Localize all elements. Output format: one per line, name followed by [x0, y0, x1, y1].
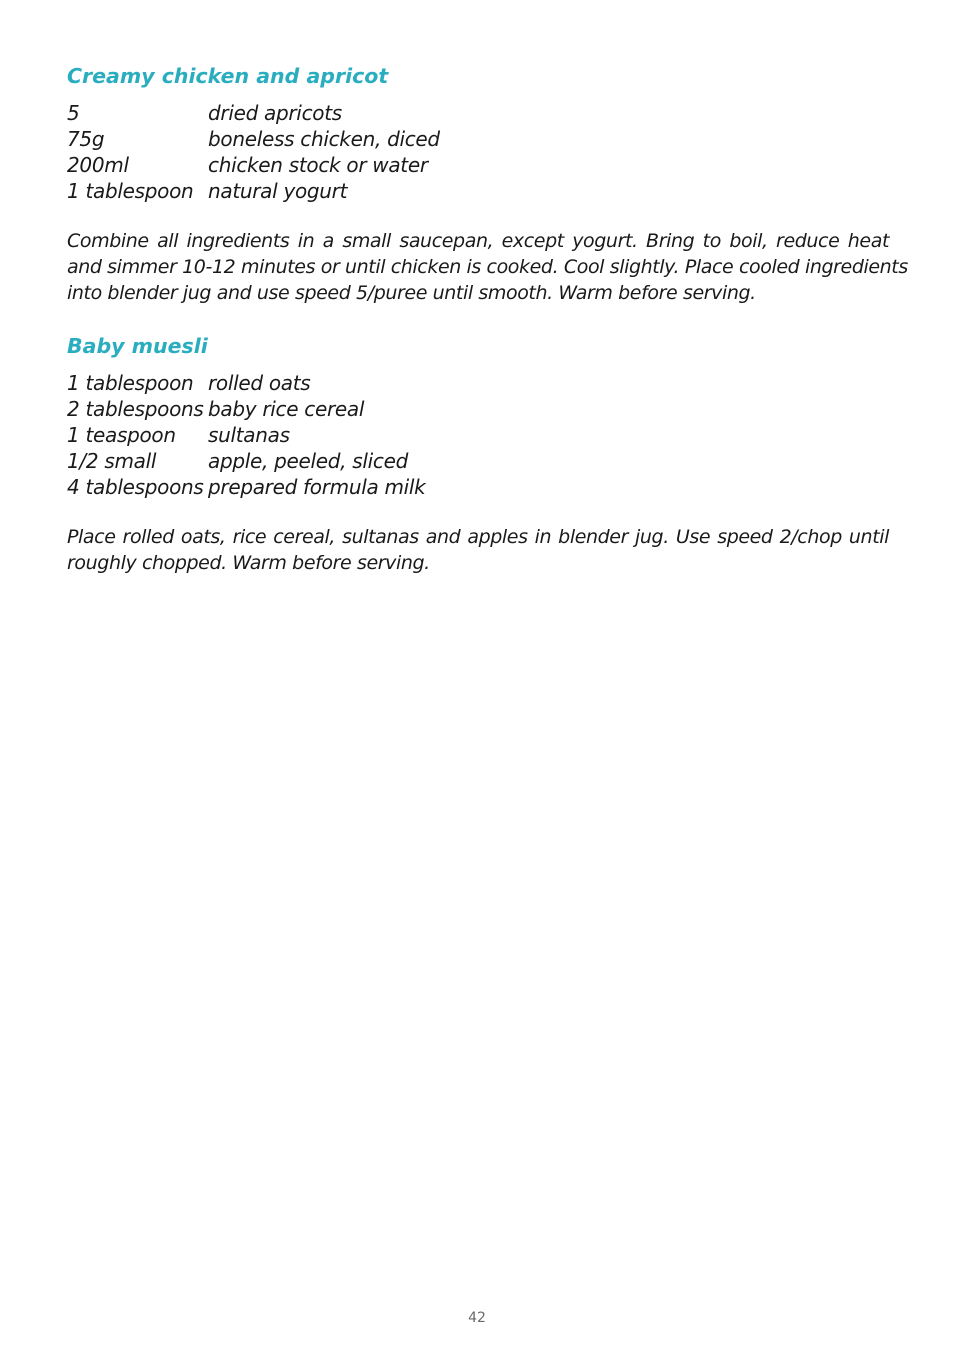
ingredient-quantity: 2 tablespoons: [67, 397, 204, 421]
recipe-baby-muesli: [67, 332, 889, 576]
ingredient-row: [67, 100, 889, 126]
page-content: [67, 62, 908, 576]
ingredient-name: baby rice cereal: [208, 397, 365, 421]
ingredient-list: [67, 370, 889, 500]
method-paragraph: [67, 524, 889, 576]
ingredient-name: chicken stock or water: [208, 153, 428, 177]
ingredient-name: dried apricots: [208, 101, 342, 125]
ingredient-row: [67, 152, 889, 178]
ingredient-quantity: 5: [67, 101, 80, 125]
recipe-title: Creamy chicken and apricot: [67, 64, 389, 88]
recipe-title: Baby muesli: [67, 334, 208, 358]
ingredient-row: [67, 448, 889, 474]
ingredient-name: apple, peeled, sliced: [208, 449, 409, 473]
method-paragraph: [67, 228, 908, 306]
ingredient-row: [67, 422, 889, 448]
ingredient-name: natural yogurt: [208, 179, 348, 203]
ingredient-quantity: 1 teaspoon: [67, 423, 176, 447]
recipe-creamy-chicken-apricot: [67, 62, 908, 306]
ingredient-quantity: 1/2 small: [67, 449, 157, 473]
method-line: roughly chopped. Warm before serving.: [67, 552, 430, 574]
method-line: into blender jug and use speed 5/puree until smooth. Warm before serving.: [67, 282, 756, 304]
ingredient-row: [67, 126, 889, 152]
ingredient-quantity: 1 tablespoon: [67, 371, 194, 395]
ingredient-quantity: 75g: [67, 127, 105, 151]
ingredient-quantity: 1 tablespoon: [67, 179, 194, 203]
page-number: 42: [468, 1310, 486, 1326]
ingredient-name: prepared formula milk: [208, 475, 426, 499]
ingredient-row: [67, 178, 889, 204]
method-line: and simmer 10-12 minutes or until chicken is cooked. Cool slightly. Place cooled ingredients: [67, 256, 908, 278]
ingredient-row: [67, 370, 889, 396]
ingredient-name: sultanas: [208, 423, 290, 447]
ingredient-name: rolled oats: [208, 371, 311, 395]
method-line: Place rolled oats, rice cereal, sultanas and apples in blender jug. Use speed 2/chop until: [67, 526, 889, 548]
method-line: Combine all ingredients in a small saucepan, except yogurt. Bring to boil, reduce heat: [67, 230, 889, 252]
ingredient-quantity: 200ml: [67, 153, 129, 177]
ingredient-row: [67, 474, 889, 500]
ingredient-row: [67, 396, 889, 422]
ingredient-quantity: 4 tablespoons: [67, 475, 204, 499]
ingredient-name: boneless chicken, diced: [208, 127, 440, 151]
ingredient-list: [67, 100, 889, 204]
